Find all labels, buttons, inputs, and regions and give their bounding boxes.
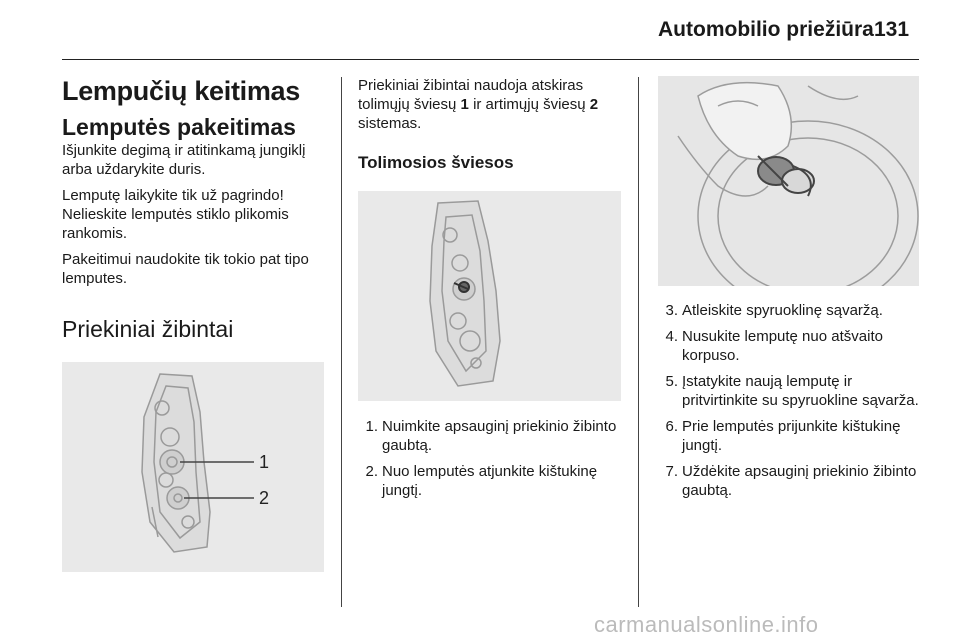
high-beam-diagram: [358, 191, 621, 401]
column-1: [62, 76, 328, 572]
paragraph-1: Išjunkite degimą ir atitinkamą jungiklį arba uždarykite duris.: [62, 142, 306, 178]
subsection-heading: Tolimosios šviesos: [358, 153, 514, 172]
step-number: 1.: [365, 418, 378, 435]
steps-list-1: [358, 417, 623, 500]
step-text: Įstatykite naują lemputę ir pritvirtinkite su spyruokline sąvarža.: [682, 373, 919, 409]
step-text: Atleiskite spyruoklinę sąvaržą.: [682, 302, 883, 319]
column-3: [658, 76, 920, 507]
section-heading: Lemputės pakeitimas: [62, 114, 296, 140]
step-number: 4.: [665, 328, 678, 345]
watermark-text: carmanualsonline.info: [594, 612, 819, 637]
callout-label-1: 1: [259, 452, 270, 472]
chapter-heading: Lempučių keitimas: [62, 76, 300, 106]
steps-list-2: [658, 301, 920, 500]
column-divider-1: [341, 77, 342, 607]
headlights-heading: Priekiniai žibintai: [62, 316, 234, 342]
column-divider-2: [638, 77, 639, 607]
step-text: Nusukite lemputę nuo atšvaito korpuso.: [682, 328, 883, 364]
step-item: [358, 417, 623, 455]
step-number: 2.: [365, 463, 378, 480]
intro-end: sistemas.: [358, 115, 422, 132]
bulb-removal-photo: [658, 76, 919, 286]
callout-label-2: 2: [259, 488, 270, 508]
step-item: [358, 462, 623, 500]
ref-2: 2: [589, 96, 599, 113]
step-item: [658, 327, 920, 365]
step-item: [658, 372, 920, 410]
step-number: 7.: [665, 463, 678, 480]
step-number: 6.: [665, 418, 678, 435]
paragraph-2: Lemputę laikykite tik už pagrindo! Nelieskite lemputės stiklo plikomis rankomis.: [62, 187, 289, 242]
step-item: [658, 417, 920, 455]
step-number: 5.: [665, 373, 678, 390]
ref-1: 1: [460, 96, 469, 113]
paragraph-3: Pakeitimui naudokite tik tokio pat tipo lemputes.: [62, 251, 309, 287]
step-item: [658, 462, 920, 500]
step-text: Uždėkite apsauginį priekinio žibinto gaubtą.: [682, 463, 917, 499]
step-text: Nuimkite apsauginį priekinio žibinto gaubtą.: [382, 418, 617, 454]
intro-mid: ir artimųjų šviesų: [473, 96, 586, 113]
intro-text: Priekiniai žibintai naudoja atskiras tolimųjų šviesų: [358, 77, 584, 113]
step-item: [658, 301, 920, 320]
column-2: [358, 76, 623, 507]
step-text: Prie lemputės prijunkite kištukinę jungtį.: [682, 418, 901, 454]
intro-paragraph: [358, 76, 623, 133]
running-header-title: Automobilio priežiūra: [658, 18, 874, 41]
step-number: 3.: [665, 302, 678, 319]
header-divider: [62, 59, 919, 60]
step-text: Nuo lemputės atjunkite kištukinę jungtį.: [382, 463, 598, 499]
page-number: 131: [874, 18, 910, 41]
headlight-diagram: [62, 362, 324, 572]
